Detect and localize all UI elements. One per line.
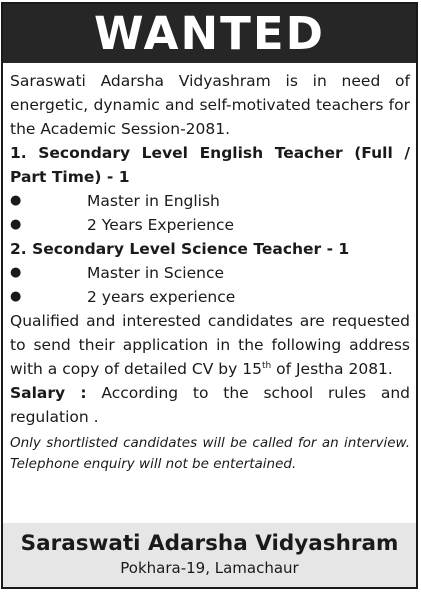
school-address: Pokhara-19, Lamachaur	[120, 559, 299, 577]
job-advertisement	[1, 2, 418, 589]
header-banner	[3, 4, 416, 63]
requirement-text: Master in Science	[87, 264, 225, 282]
position-heading-science: 2. Secondary Level Science Teacher - 1	[10, 240, 350, 258]
requirement-text: Master in English	[87, 192, 220, 210]
position-heading-english: 1. Secondary Level English Teacher (Full / Part Time) - 1	[10, 144, 410, 186]
ad-body	[3, 63, 416, 475]
salary-paragraph	[10, 381, 410, 429]
bullet-icon: ●	[10, 289, 22, 304]
bullet-icon: ●	[10, 265, 22, 280]
footer-banner	[3, 523, 416, 587]
bullet-icon: ●	[10, 193, 22, 208]
requirement-text: 2 Years Experience	[87, 216, 235, 234]
application-text: Qualified and interested candidates are requested to send their application in the following address with a copy of detailed CV by 15	[10, 312, 410, 378]
day-suffix: th	[261, 361, 272, 371]
requirement-item	[10, 189, 410, 213]
requirement-text: 2 years experience	[87, 288, 236, 306]
salary-text: According to the school rules and regulation .	[10, 384, 410, 426]
shortlist-note: Only shortlisted candidates will be called for an interview. Telephone enquiry will not be entertained.	[10, 435, 410, 472]
requirement-item	[10, 213, 410, 237]
requirement-item	[10, 285, 410, 309]
bullet-icon: ●	[10, 217, 22, 232]
application-paragraph	[10, 309, 410, 381]
salary-label: Salary :	[10, 384, 87, 402]
requirement-item	[10, 261, 410, 285]
application-text-end: of Jestha 2081.	[271, 360, 393, 378]
ad-title: WANTED	[94, 7, 325, 60]
school-name: Saraswati Adarsha Vidyashram	[20, 531, 399, 556]
intro-paragraph: Saraswati Adarsha Vidyashram is in need of energetic, dynamic and self-motivated teachers for the Academic Session-2081.	[10, 72, 410, 138]
